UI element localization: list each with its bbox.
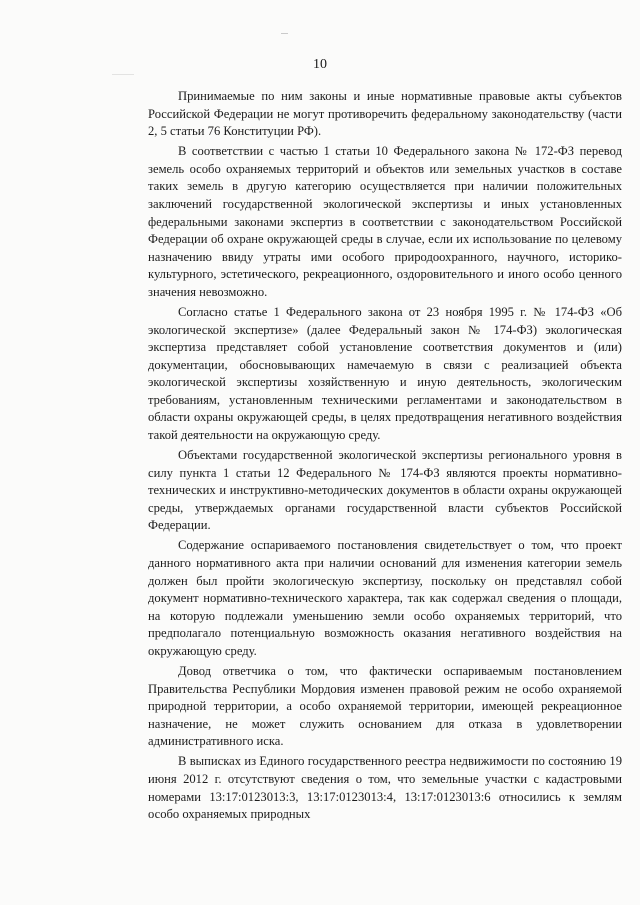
page-number: 10 [313, 57, 327, 72]
paragraph: Содержание оспариваемого постановления свидетельствует о том, что проект данного нормативного акта при наличии оснований для изменения категории земель должен был пройти экологическую экспертизу, поскольку он представлял собой документ нормативно-технического характера, так как содержал сведения о площади, на которую подлежали уменьшению земли особо охраняемых территорий, что предполагало потенциальную возможность оказания негативного воздействия на окружающую среду. [148, 538, 622, 658]
paragraph: Принимаемые по ним законы и иные нормативные правовые акты субъектов Российской Федерации не могут противоречить федеральному законодательству (части 2, 5 статьи 76 Конституции РФ). [148, 89, 622, 139]
scan-artifact-top [281, 33, 288, 34]
paragraph: В соответствии с частью 1 статьи 10 Федерального закона № 172-ФЗ перевод земель особо охраняемых территорий и объектов или земельных участков в составе таких земель в другую категорию осуществляется при наличии положительных заключений государственной экологической экспертизы и иных установленных федеральными законами экспертиз в соответствии с законодательством Российской Федерации об охране окружающей среды в случае, если их использование по целевому назначению ввиду утраты ими особого природоохранного, научного, историко-культурного, эстетического, рекреационного, оздоровительного и иного особо ценного значения невозможно. [148, 144, 622, 299]
paragraph: Довод ответчика о том, что фактически оспариваемым постановлением Правительства Республики Мордовия изменен правовой режим не особо охраняемой природной территории, а особо охраняемой территории, имеющей рекреационное назначение, не может служить основанием для отказа в удовлетворении административного иска. [148, 663, 622, 749]
paragraph: Объектами государственной экологической экспертизы регионального уровня в силу пункта 1 статьи 12 Федерального № 174-ФЗ являются проекты нормативно-технических и инструктивно-методических документов в области охраны окружающей среды, утверждаемых органами государственной власти субъектов Российской Федерации. [148, 448, 622, 533]
paragraph: В выписках из Единого государственного реестра недвижимости по состоянию 19 июня 2012 г. отсутствуют сведения о том, что земельные участки с кадастровыми номерами 13:17:0123013:3, 13:17:0123013:4, 13:17:0123013:6 относились к землям особо охраняемых природных [148, 754, 622, 822]
scan-artifact-left [112, 74, 134, 75]
paragraph: Согласно статье 1 Федерального закона от 23 ноября 1995 г. № 174-ФЗ «Об экологической экспертизе» (далее Федеральный закон № 174-ФЗ) экологическая экспертиза представляет собой установление соответствия документов и (или) документации, обосновывающих намечаемую в связи с реализацией объекта экологической экспертизы хозяйственную и иную деятельность, экологическим требованиям, установленным техническими регламентами и законодательством в области охраны окружающей среды, в целях предотвращения негативного воздействия такой деятельности на окружающую среду. [148, 304, 622, 443]
document-body [148, 88, 622, 824]
